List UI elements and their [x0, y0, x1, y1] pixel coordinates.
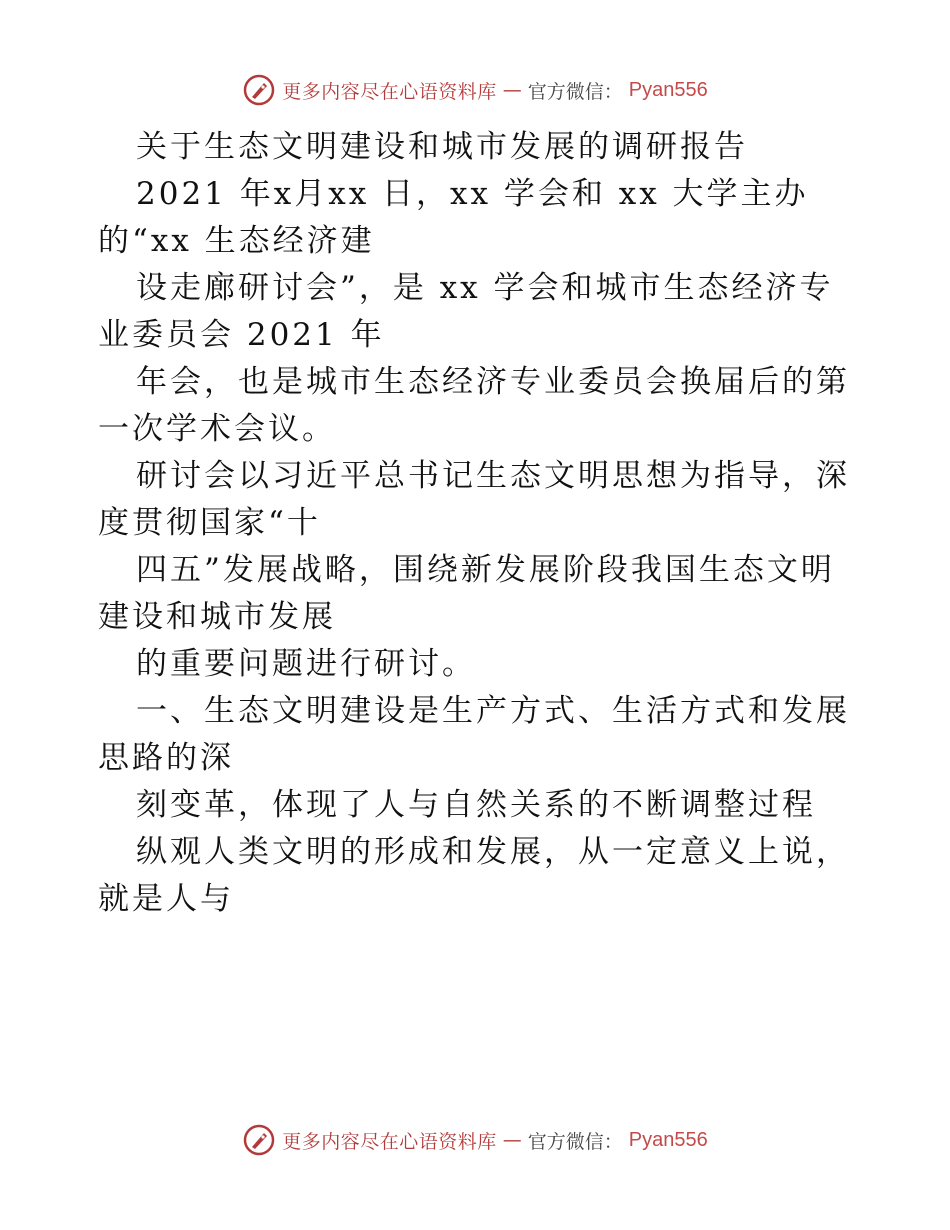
text-line: 一次学术会议。	[98, 411, 336, 447]
text-line: 的重要问题进行研讨。	[136, 646, 476, 682]
document-body	[98, 124, 868, 923]
text-line: 年会，也是城市生态经济专业委员会换届后的第	[136, 364, 850, 400]
text-line: 一、生态文明建设是生产方式、生活方式和发展	[136, 693, 850, 729]
watermark-label: 官方微信：	[527, 1130, 623, 1153]
text-line: 度贯彻国家“十	[98, 505, 321, 541]
text-line: 刻变革，体现了人与自然关系的不断调整过程	[136, 787, 816, 823]
watermark-site-text: 更多内容尽在心语资料库	[282, 1130, 497, 1153]
watermark-label: 官方微信：	[527, 80, 623, 103]
watermark-banner-top	[0, 70, 950, 110]
watermark-wechat-id: Pyan556	[628, 1128, 708, 1151]
watermark-dash: —	[502, 79, 522, 101]
text-line: 设走廊研讨会”，是 xx 学会和城市生态经济专	[136, 270, 834, 306]
pen-nib-logo-icon	[242, 1123, 276, 1157]
watermark-banner-bottom	[0, 1120, 950, 1160]
text-line: 建设和城市发展	[98, 599, 336, 635]
text-line: 纵观人类文明的形成和发展，从一定意义上说，	[136, 834, 850, 870]
watermark-wechat-id: Pyan556	[628, 78, 708, 101]
text-line: 思路的深	[98, 740, 234, 776]
watermark-dash: —	[502, 1129, 522, 1151]
text-line: 的“xx 生态经济建	[98, 223, 375, 259]
text-line: 关于生态文明建设和城市发展的调研报告	[136, 129, 748, 165]
watermark-site-text: 更多内容尽在心语资料库	[282, 80, 497, 103]
text-line: 就是人与	[98, 881, 234, 917]
pen-nib-logo-icon	[242, 73, 276, 107]
text-line: 业委员会 2021 年	[98, 317, 385, 353]
text-line: 2021 年x月xx 日，xx 学会和 xx 大学主办	[136, 176, 809, 212]
text-line: 四五”发展战略，围绕新发展阶段我国生态文明	[136, 552, 835, 588]
text-line: 研讨会以习近平总书记生态文明思想为指导，深	[136, 458, 850, 494]
